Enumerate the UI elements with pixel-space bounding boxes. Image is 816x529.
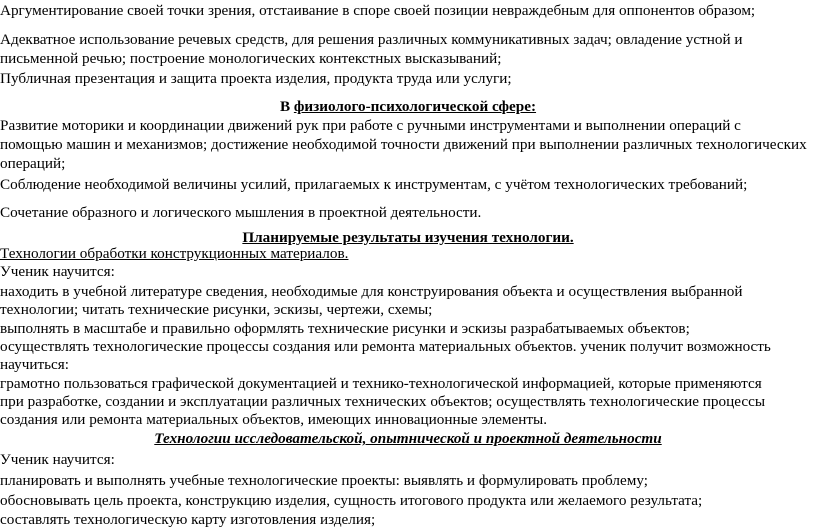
text-line: обосновывать цель проекта, конструкцию изделия, сущность итогового продукта или желаемого результата; [0, 492, 703, 509]
text-line: при разработке, создании и эксплуатации различных технических объектов; осуществлять технологические процессы [0, 393, 766, 410]
section-heading-results: Планируемые результаты изучения технологии. [242, 229, 574, 246]
subsection-heading-materials: Технологии обработки конструкционных материалов. [0, 245, 349, 262]
text-line: научиться: [0, 356, 69, 373]
text-line: Сочетание образного и логического мышления в проектной деятельности. [0, 204, 482, 221]
text-line: Ученик научится: [0, 451, 115, 468]
text-line: находить в учебной литературе сведения, необходимые для конструирования объекта и осуществления выбранной [0, 283, 743, 300]
text-line: создания или ремонта материальных объектов, имеющих инновационные элементы. [0, 411, 548, 428]
text-line: операций; [0, 155, 66, 172]
text-line: грамотно пользоваться графической документацией и технико-технологической информацией, которые применяются [0, 375, 762, 392]
text-line: помощью машин и механизмов; достижение необходимой точности движений при выполнении различных технологических [0, 136, 807, 153]
text-line: осуществлять технологические процессы создания или ремонта материальных объектов. ученик получит возможность [0, 338, 771, 355]
text-line: Развитие моторики и координации движений рук при работе с ручными инструментами и выполнении операций с [0, 117, 741, 134]
text-line: Аргументирование своей точки зрения, отстаивание в споре своей позиции невраждебным для оппонентов образом; [0, 2, 756, 19]
text-line: технологии; читать технические рисунки, эскизы, чертежи, схемы; [0, 301, 433, 318]
heading-prefix: В [279, 98, 294, 115]
text-line: письменной речью; построение монологических контекстных высказываний; [0, 50, 502, 67]
section-heading-physiological [0, 98, 816, 115]
text-line: Соблюдение необходимой величины усилий, прилагаемых к инструментам, с учётом технологических требований; [0, 176, 748, 193]
text-line: составлять технологическую карту изготовления изделия; [0, 511, 376, 528]
text-line: Публичная презентация и защита проекта изделия, продукта труда или услуги; [0, 70, 512, 87]
text-line: выполнять в масштабе и правильно оформлять технические рисунки и эскизы разрабатываемых объектов; [0, 320, 690, 337]
text-line: планировать и выполнять учебные технологические проекты: выявлять и формулировать проблему; [0, 472, 648, 489]
text-line: Ученик научится: [0, 263, 115, 280]
text-line: Адекватное использование речевых средств, для решения различных коммуникативных задач; овладение устной и [0, 31, 743, 48]
section-heading-project-activity: Технологии исследовательской, опытнической и проектной деятельности [154, 430, 662, 447]
heading-underlined: физиолого-психологической сфере: [293, 98, 537, 115]
